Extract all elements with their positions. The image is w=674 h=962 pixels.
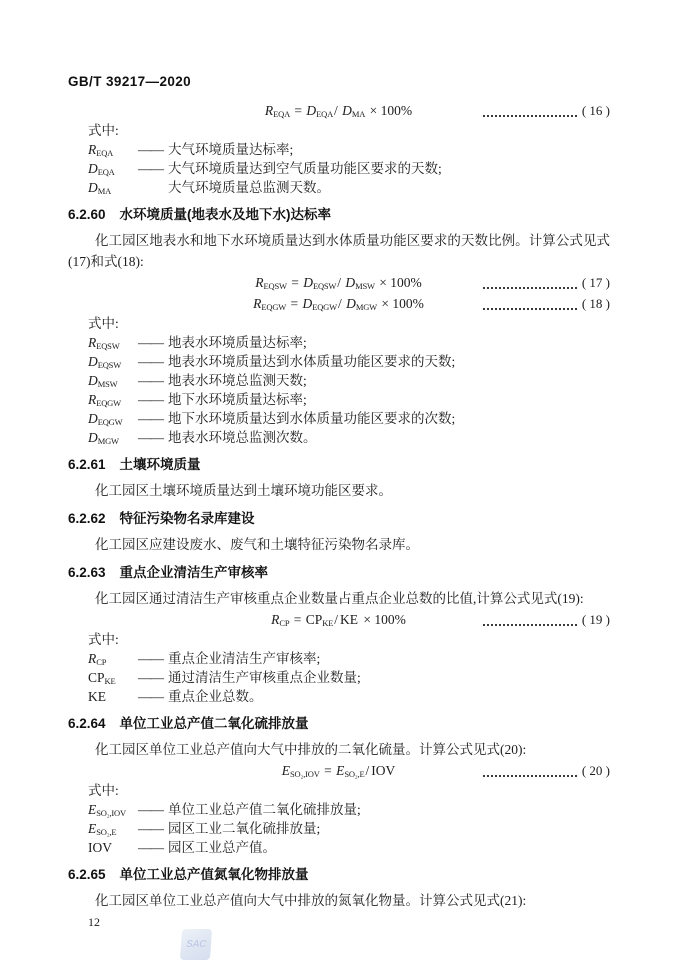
document-content	[68, 100, 610, 911]
math-symbol-base: D	[302, 296, 313, 311]
math-symbol-base: R	[88, 142, 97, 157]
math-symbol-subscript: EQSW	[312, 281, 337, 291]
math-symbol-subscript: KE	[322, 618, 334, 628]
section-number: 6.2.62	[68, 511, 106, 526]
math-symbol-subscript: CP	[279, 618, 290, 628]
definition-item	[68, 333, 610, 352]
math-symbol-subscript: CP	[96, 657, 107, 667]
definition-item	[68, 838, 610, 857]
math-symbol-base: R	[88, 651, 97, 666]
math-symbol-base: D	[306, 103, 317, 118]
math-symbol	[88, 178, 138, 201]
formula-operator: × 100%	[366, 103, 413, 118]
definition-dash: ——	[138, 142, 163, 157]
formula-expression	[282, 763, 396, 778]
math-symbol-subscript: EQGW	[312, 302, 337, 312]
formula-operator: × 100%	[359, 612, 406, 627]
definition-dash: ——	[138, 411, 163, 426]
math-symbol-base: D	[88, 411, 98, 426]
math-symbol	[306, 612, 333, 627]
definition-text: 地表水环境总监测次数。	[168, 430, 317, 445]
math-symbol-subscript: EQSW	[96, 341, 120, 351]
definition-dash: ——	[138, 840, 163, 855]
formula-operator: × 100%	[375, 275, 422, 290]
definition-text: 单位工业总产值二氧化硫排放量;	[168, 802, 361, 817]
formula-operator: /	[365, 763, 370, 778]
definition-item	[68, 800, 610, 819]
formula-operator: IOV	[371, 763, 396, 778]
definition-item	[68, 428, 610, 447]
formula-tail	[483, 609, 610, 630]
math-symbol	[345, 275, 374, 290]
definition-item	[68, 371, 610, 390]
definition-dash: ——	[138, 392, 163, 407]
paragraph: 化工园区通过清洁生产审核重点企业数量占重点企业总数的比值,计算公式见式(19):	[95, 591, 584, 606]
math-symbol-subscript: MGW	[355, 302, 377, 312]
definition-text: 重点企业总数。	[168, 689, 263, 704]
formula-operator: × 100%	[377, 296, 424, 311]
math-symbol-base: D	[303, 275, 313, 290]
math-symbol	[306, 103, 333, 118]
formula-tail	[483, 760, 610, 781]
where-label: 式中:	[88, 123, 119, 138]
definition-item	[68, 390, 610, 409]
equation-number: ( 18 )	[581, 296, 610, 311]
formula-expression	[265, 103, 413, 118]
formula-operator: =	[287, 275, 303, 290]
definition-dash: ——	[138, 373, 163, 388]
section-number: 6.2.60	[68, 207, 106, 222]
math-symbol-subscript: MSW	[97, 379, 118, 389]
where-label: 式中:	[88, 632, 119, 647]
definition-item	[68, 687, 610, 706]
definition-text: 地下水环境质量达到水体质量功能区要求的次数;	[168, 411, 456, 426]
page-number: 12	[88, 915, 100, 929]
math-symbol-base: D	[88, 373, 98, 388]
definition-dash: ——	[138, 670, 163, 685]
math-symbol-subscript: EQA	[96, 148, 114, 158]
section-heading	[68, 715, 610, 732]
definition-text: 大气环境质量达标率;	[168, 142, 294, 157]
formula-expression	[255, 275, 422, 290]
formula-operator: =	[320, 763, 336, 778]
definition-text: 大气环境质量总监测天数。	[168, 180, 330, 195]
definition-item	[68, 159, 610, 178]
paragraph: 化工园区单位工业总产值向大气中排放的氮氧化物量。计算公式见式(21):	[95, 893, 527, 908]
math-symbol-subscript: EQGW	[97, 417, 123, 427]
section-number: 6.2.64	[68, 716, 106, 731]
math-symbol	[88, 687, 138, 706]
definition-text: 园区工业二氧化硫排放量;	[168, 821, 321, 836]
dot-leader	[483, 298, 577, 310]
equation-number: ( 16 )	[581, 103, 610, 118]
dot-leader	[483, 277, 577, 289]
formula-tail	[483, 272, 610, 293]
equation-number: ( 19 )	[581, 612, 610, 627]
definition-dash: ——	[138, 651, 163, 666]
math-symbol-base: D	[88, 430, 98, 445]
section-heading	[68, 866, 610, 883]
math-symbol-subscript: MA	[97, 186, 112, 196]
math-symbol-base: IOV	[88, 840, 112, 855]
math-symbol-base: R	[255, 275, 264, 290]
math-symbol-base: KE	[88, 689, 106, 704]
math-symbol-subscript: EQSW	[97, 360, 122, 370]
formula-tail	[483, 293, 610, 314]
math-symbol-subscript: MSW	[355, 281, 375, 291]
definition-text: 地下水环境质量达标率;	[168, 392, 307, 407]
math-symbol	[265, 103, 290, 118]
formula-operator: /	[337, 296, 346, 311]
section-heading	[68, 206, 610, 223]
section-title: 土壤环境质量	[119, 457, 201, 472]
standard-number-header: GB/T 39217—2020	[68, 74, 192, 89]
formula-row	[68, 760, 610, 781]
math-symbol	[303, 296, 337, 311]
sac-watermark-logo: SAC	[180, 929, 212, 960]
definition-text: 地表水环境总监测天数;	[168, 373, 307, 388]
formula-operator: /	[334, 612, 338, 627]
math-symbol-base: R	[88, 335, 97, 350]
math-symbol-base: D	[346, 296, 356, 311]
math-symbol	[346, 296, 377, 311]
math-symbol-base: E	[88, 802, 97, 817]
formula-row	[68, 293, 610, 314]
math-symbol-base: R	[264, 103, 274, 118]
section-title: 特征污染物名录库建设	[119, 511, 255, 526]
math-symbol-base: E	[281, 763, 291, 778]
section-title: 单位工业总产值二氧化硫排放量	[119, 716, 309, 731]
section-title: 水环境质量(地表水及地下水)达标率	[119, 207, 332, 222]
definition-dash: ——	[138, 354, 163, 369]
math-symbol	[271, 612, 289, 627]
definition-text: 通过清洁生产审核重点企业数量;	[168, 670, 361, 685]
math-symbol-subscript: EQA	[97, 167, 115, 177]
definition-dash: ——	[138, 802, 163, 817]
paragraph: 化工园区应建设废水、废气和土壤特征污染物名录库。	[95, 537, 419, 552]
math-symbol-subscript: SO₂,IOV	[290, 769, 320, 779]
math-symbol	[342, 103, 365, 118]
formula-tail	[483, 100, 610, 121]
math-symbol-subscript: SO₂,E	[344, 769, 365, 779]
section-number: 6.2.61	[68, 457, 106, 472]
definition-item	[68, 352, 610, 371]
math-symbol-subscript: EQA	[273, 109, 291, 119]
math-symbol	[88, 838, 138, 857]
math-symbol-base: E	[88, 821, 97, 836]
math-symbol	[255, 275, 287, 290]
formula-expression	[271, 612, 407, 627]
formula-operator: KE	[339, 612, 358, 627]
definition-text: 地表水环境质量达标率;	[168, 335, 307, 350]
paragraph: 化工园区单位工业总产值向大气中排放的二氧化硫量。计算公式见式(20):	[95, 742, 527, 757]
formula-expression	[253, 296, 425, 311]
math-symbol-subscript: KE	[104, 676, 116, 686]
dot-leader	[483, 105, 577, 117]
section-heading	[68, 564, 610, 581]
math-symbol-base: R	[271, 612, 280, 627]
where-label: 式中:	[88, 783, 119, 798]
equation-number: ( 20 )	[581, 763, 610, 778]
formula-row	[68, 100, 610, 121]
math-symbol-subscript: SO₂,IOV	[96, 808, 126, 818]
math-symbol	[282, 763, 320, 778]
math-symbol-base: CP	[88, 670, 105, 685]
definition-item	[68, 668, 610, 687]
math-symbol-base: CP	[305, 612, 323, 627]
definition-item	[68, 649, 610, 668]
definition-dash: ——	[138, 161, 163, 176]
equation-number: ( 17 )	[581, 275, 610, 290]
section-title: 单位工业总产值氮氧化物排放量	[119, 867, 309, 882]
definition-dash: ——	[138, 821, 163, 836]
formula-operator: =	[290, 612, 305, 627]
math-symbol-base: R	[88, 392, 97, 407]
section-number: 6.2.65	[68, 867, 106, 882]
where-label: 式中:	[88, 316, 119, 331]
formula-operator: =	[291, 103, 306, 118]
formula-operator: =	[287, 296, 302, 311]
math-symbol-base: R	[253, 296, 262, 311]
definition-item	[68, 819, 610, 838]
section-title: 重点企业清洁生产审核率	[119, 565, 269, 580]
section-heading	[68, 510, 610, 527]
definition-dash: ——	[138, 689, 163, 704]
math-symbol-subscript: EQA	[316, 109, 334, 119]
math-symbol-subscript: EQGW	[261, 302, 287, 312]
paragraph: 化工园区地表水和地下水环境质量达到水体质量功能区要求的天数比例。计算公式见式(17)和式(18):	[68, 233, 610, 269]
formula-row	[68, 272, 610, 293]
math-symbol	[336, 763, 364, 778]
math-symbol	[253, 296, 286, 311]
definition-item	[68, 178, 610, 197]
definition-text: 地表水环境质量达到水体质量功能区要求的天数;	[168, 354, 456, 369]
paragraph: 化工园区土壤环境质量达到土壤环境功能区要求。	[95, 483, 392, 498]
definition-dash: ——	[138, 335, 163, 350]
math-symbol-base: D	[88, 161, 98, 176]
dot-leader	[483, 614, 577, 626]
math-symbol-subscript: MGW	[97, 436, 119, 446]
formula-row	[68, 609, 610, 630]
math-symbol-subscript: MA	[351, 109, 366, 119]
definition-text: 大气环境质量达到空气质量功能区要求的天数;	[168, 161, 442, 176]
math-symbol-base: D	[342, 103, 352, 118]
math-symbol-base: D	[88, 354, 98, 369]
formula-operator: /	[337, 275, 345, 290]
formula-operator: /	[334, 103, 342, 118]
math-symbol-base: E	[336, 763, 345, 778]
section-number: 6.2.63	[68, 565, 106, 580]
definition-item	[68, 409, 610, 428]
math-symbol	[303, 275, 336, 290]
math-symbol	[88, 428, 138, 451]
definition-item	[68, 140, 610, 159]
math-symbol-subscript: SO₂,E	[96, 827, 117, 837]
definition-dash: ——	[138, 430, 163, 445]
definition-text: 园区工业总产值。	[168, 840, 276, 855]
section-heading	[68, 456, 610, 473]
math-symbol-subscript: EQGW	[96, 398, 121, 408]
math-symbol-subscript: EQSW	[263, 281, 287, 291]
definition-text: 重点企业清洁生产审核率;	[168, 651, 321, 666]
math-symbol-base: D	[345, 275, 356, 290]
math-symbol-base: D	[88, 180, 98, 195]
dot-leader	[483, 765, 577, 777]
